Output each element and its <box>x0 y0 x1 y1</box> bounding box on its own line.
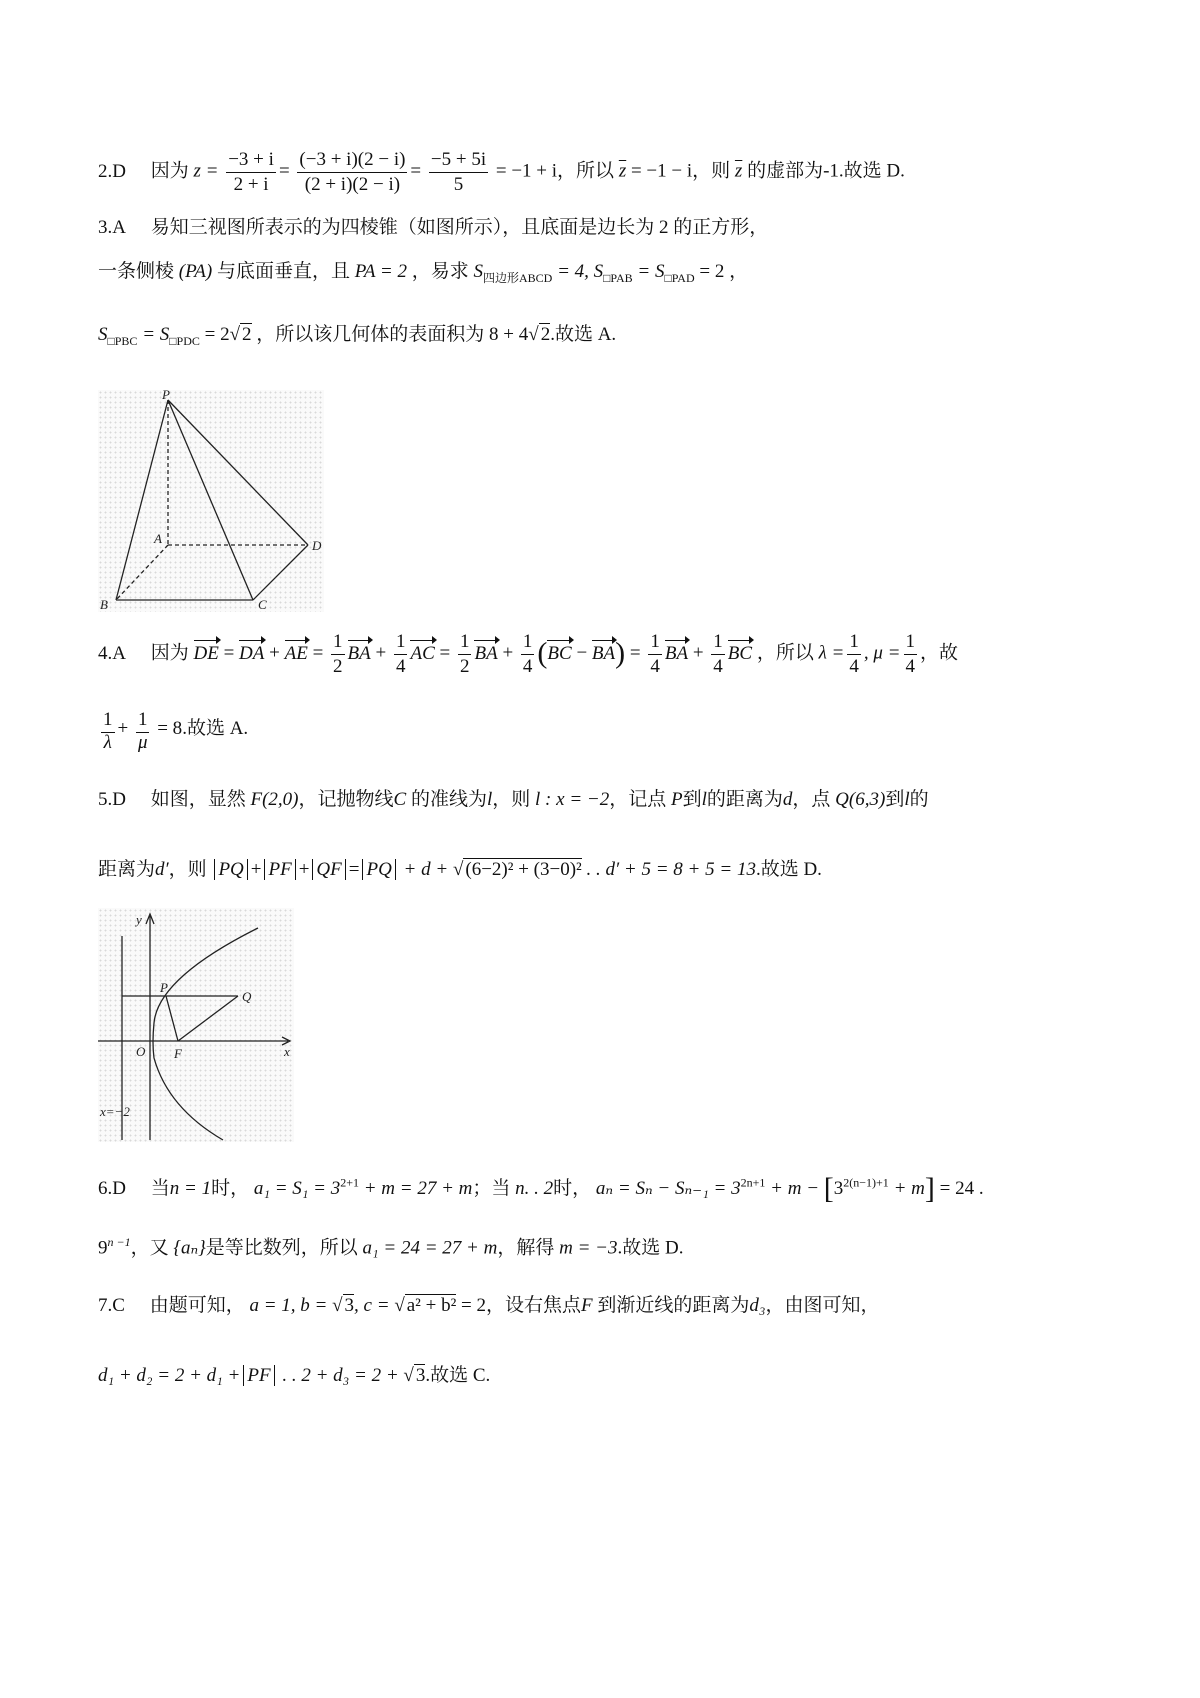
fraction: $\frac{1}{\lambda}$ <box>103 709 113 753</box>
math: F(2,0) <box>250 789 299 810</box>
math: d <box>782 789 793 810</box>
math: Q(6,3) <box>835 789 886 810</box>
text: ，故 <box>920 642 959 664</box>
subscript: □PAB <box>603 270 633 285</box>
vector: AE <box>284 642 308 664</box>
math: l : x = −2 <box>535 789 610 810</box>
text: 时， <box>553 1178 592 1199</box>
problem-number: 2.D <box>98 160 126 182</box>
problem-number: 6.D <box>98 1178 126 1199</box>
subscript: □PAD <box>664 270 695 285</box>
z-bar: $\overline{z}$ <box>618 160 627 182</box>
text: 的准线为 <box>410 789 487 810</box>
fraction: $\frac{1}{\mu}$ <box>137 709 148 753</box>
text: 当 <box>150 1178 170 1199</box>
math: . . 2 + d₃ = 2 + <box>282 1365 399 1386</box>
math: = 2 <box>204 324 230 345</box>
superscript: n −1 <box>107 1235 131 1249</box>
math: = 8 <box>157 718 183 740</box>
problem-4-line-2: $\frac{1}{\lambda}$ + $\frac{1}{\mu} = 8$.故选 A. <box>103 709 249 753</box>
fraction: $\frac{1}{4}$ <box>395 631 406 677</box>
text: 与底面垂直，且 <box>216 261 350 282</box>
math: = 2 ， <box>699 261 749 282</box>
math: l <box>486 789 493 810</box>
abs-value: PQ <box>362 859 395 880</box>
math: d′ <box>155 859 169 880</box>
superscript: 2+1 <box>340 1175 359 1190</box>
text: 因为 <box>150 642 189 664</box>
fraction: $\frac{-3 + i}{2 + i}$ <box>228 149 274 195</box>
sqrt: 2 <box>242 324 252 345</box>
math: C <box>393 789 407 810</box>
fraction: $\frac{1}{2}$ <box>333 631 343 677</box>
math: 3 <box>833 1178 844 1199</box>
vector: DA <box>239 642 265 664</box>
math: m = −3 <box>559 1237 618 1259</box>
text: ，所以 <box>557 160 615 182</box>
text: .故选 C. <box>425 1365 491 1386</box>
math: = −1 − i <box>630 160 693 182</box>
text: .故选 D. <box>755 859 822 880</box>
math: = 24 . <box>939 1178 984 1199</box>
math: λ = <box>818 642 845 664</box>
math: F <box>581 1295 593 1316</box>
fraction: $\frac{-5 + 5i}{5}$ <box>430 149 487 195</box>
text: 的距离为 <box>706 789 783 810</box>
math: a = 1, b = <box>249 1295 328 1316</box>
subscript: 四边形ABCD <box>482 270 553 285</box>
abs-value: QF <box>312 859 345 880</box>
fraction: $\frac{1}{4}$ <box>905 631 915 677</box>
sqrt: 2 <box>540 324 551 345</box>
problem-2-line: 2.D 因为 z = $\frac{-3 + i}{2 + i}$ = $\frac{(-3 + i)(2 - i)}{(2 + i)(2 - i)}$ = $\frac{-5 + 5i}{5}$ = −1 + i，所以 $\overline{z} = -1 - i$，则 $\overline{z}$ 的虚部为-1.故选 D. <box>98 149 905 195</box>
abs-value: PF <box>264 859 295 880</box>
fraction: $\frac{1}{2}$ <box>459 631 470 677</box>
text: .故选 A. <box>550 324 617 345</box>
math: a₁ = 24 = 27 + m <box>362 1237 498 1259</box>
axis-label-y: y <box>136 912 142 927</box>
problem-7-line-2: d₁ + d₂ = 2 + d₁ + PF . . 2 + d₃ = 2 + √ 3.故选 C. <box>98 1365 491 1386</box>
fraction: $\frac{1}{4}$ <box>849 631 859 677</box>
problem-number: 4.A <box>98 642 126 664</box>
directrix-label: x=−2 <box>100 1104 130 1119</box>
vertex-label-c: C <box>258 597 267 612</box>
vertex-label-b: B <box>100 597 108 612</box>
vector: AC <box>410 642 435 664</box>
text: 因为 <box>150 160 189 182</box>
math: 8 + 4 <box>489 324 529 345</box>
text: ，则 <box>692 160 731 182</box>
point-label-q: Q <box>242 989 252 1004</box>
text: ，点 <box>792 789 831 810</box>
vector: BA <box>474 642 498 664</box>
subscript: □PDC <box>169 333 200 348</box>
fraction: $\frac{1}{4}$ <box>650 631 660 677</box>
problem-3-line-3: $S_{□PBC} = S_{□PDC} = 2√$ 2 ，所以该几何体的表面积为 8 + 4√ 2.故选 A. <box>98 324 617 348</box>
text: 时， <box>211 1178 250 1199</box>
fraction: $\frac{1}{4}$ <box>713 631 723 677</box>
text: 的虚部为-1.故选 D. <box>747 160 905 182</box>
text: 如图，显然 <box>150 789 246 810</box>
text: 的 <box>909 789 929 810</box>
text: ，所以该几何体的表面积为 <box>256 324 485 345</box>
math: l <box>904 789 910 810</box>
math: , μ = <box>863 642 901 664</box>
point-label-p: P <box>160 980 168 995</box>
math: (PA) <box>178 261 213 282</box>
vector: BC <box>727 642 753 664</box>
subscript: □PBC <box>107 333 138 348</box>
pyramid-figure <box>98 390 324 612</box>
vector: DE <box>193 642 219 664</box>
text: ，所以 <box>756 642 814 664</box>
text: ，设右焦点 <box>486 1295 582 1316</box>
problem-5-line-2: 距离为d′，则 PQ + PF + QF = PQ + d + √ (6−2)² + (3−0)² . . d′ + 5 = 8 + 5 = 13.故选 D. <box>98 859 822 880</box>
parabola-svg <box>98 908 294 1142</box>
math: + d + <box>403 859 449 880</box>
math: aₙ = Sₙ − Sₙ₋₁ = 3 <box>595 1178 741 1199</box>
vector: BA <box>347 642 371 664</box>
math: S <box>473 261 483 282</box>
superscript: 2n+1 <box>740 1175 766 1190</box>
vector: BA <box>664 642 689 664</box>
problem-4-line-1: 4.A 因为 DE = DA + AE = $\frac{1}{2}$ BA + $\frac{1}{4}$ AC = $\frac{1}{2}$ BA + $\frac{1}{4}$ (BC − BA) = $\frac{1}{4}$ BA + $\frac{1}{4}$ BC ，所以 λ = $\frac{1}{4}$ , μ = $\frac{1}{4}$ ，故 <box>98 631 959 677</box>
text: ；当 <box>472 1178 511 1199</box>
math: S <box>98 324 108 345</box>
text: 一条侧棱 <box>98 261 175 282</box>
math: d₁ + d₂ = 2 + d₁ + <box>98 1365 241 1386</box>
text: 易知三视图所表示的为四棱锥（如图所示），且底面是边长为 2 的正方形， <box>150 217 769 238</box>
problem-6-line-2 <box>98 1236 683 1257</box>
text: 距离为 <box>98 859 156 880</box>
math: = S <box>637 261 665 282</box>
vertex-label-d: D <box>312 538 322 553</box>
math: + m − <box>770 1178 820 1199</box>
vector: BA <box>591 642 616 664</box>
text: .故选 A. <box>182 718 249 740</box>
text: ，易求 <box>411 261 469 282</box>
sqrt: (6−2)² + (3−0)² <box>465 859 582 880</box>
math: = 4, S <box>557 261 604 282</box>
sqrt: 3 <box>415 1365 426 1386</box>
problem-6-line-1: 6.D 当n = 1时， $a_1 = S_1 = 3^{2+1} + m = 27 + m$；当 n. . 2时， $a_n = S_n - S_{n-1} = 3^{2n+1} + m - [3^{2(n-1)+1} + m] = 24$ . <box>98 1172 984 1205</box>
vertex-label-p: P <box>162 390 170 402</box>
text: 由题可知， <box>149 1295 245 1316</box>
sqrt: a² + b² <box>406 1295 457 1316</box>
problem-5-line-1 <box>98 790 929 809</box>
origin-label: O <box>136 1044 146 1059</box>
problem-number: 3.A <box>98 217 126 238</box>
problem-number: 7.C <box>98 1295 125 1316</box>
text: ，记点 <box>609 789 667 810</box>
text: ，解得 <box>497 1237 555 1259</box>
z-bar: $\overline{z}$ <box>734 160 743 182</box>
fraction: $\frac{1}{4}$ <box>522 631 533 677</box>
math: + m = 27 + m <box>363 1178 473 1199</box>
math: z = <box>193 160 219 182</box>
math: P <box>670 789 683 810</box>
math: = S <box>142 324 170 345</box>
problem-7-line-1: 7.C 由题可知， a = 1, b = √ 3, c = √ a² + b² = 2，设右焦点F 到渐近线的距离为d₃，由图可知， <box>98 1295 880 1316</box>
problem-3-line-2 <box>98 262 748 284</box>
math: , c = <box>354 1295 390 1316</box>
math: n = 1 <box>169 1178 212 1199</box>
math: . . d′ + 5 = 8 + 5 = 13 <box>586 859 756 880</box>
text: ，由图可知， <box>765 1295 880 1316</box>
math: + m <box>893 1178 925 1199</box>
axis-label-x: x <box>284 1044 290 1059</box>
abs-value: PQ <box>214 859 247 880</box>
problem-3-line-1 <box>98 218 768 237</box>
pyramid-svg <box>98 390 324 612</box>
fraction: $\frac{(-3 + i)(2 - i)}{(2 + i)(2 - i)}$ <box>299 149 406 195</box>
abs-value: PF <box>243 1365 274 1386</box>
math: = 2 <box>461 1295 487 1316</box>
text: 到 <box>885 789 905 810</box>
vertex-label-a: A <box>154 531 162 546</box>
text: ，则 <box>492 789 531 810</box>
math: n. . 2 <box>515 1178 554 1199</box>
sqrt: 3 <box>344 1295 355 1316</box>
math: a₁ = S₁ = 3 <box>253 1178 341 1199</box>
superscript: 2(n−1)+1 <box>843 1175 889 1190</box>
point-label-f: F <box>174 1046 182 1061</box>
text: 到 <box>682 789 702 810</box>
math: {aₙ} <box>173 1237 206 1259</box>
math: = −1 + i <box>495 160 558 182</box>
text: 是等比数列，所以 <box>205 1237 358 1259</box>
text: ，记抛物线 <box>298 789 394 810</box>
text: ，则 <box>168 859 207 880</box>
text: ，又 <box>130 1237 169 1259</box>
text: 到渐近线的距离为 <box>597 1295 750 1316</box>
parabola-figure <box>98 908 294 1142</box>
vector: BC <box>547 642 572 664</box>
math: PA = 2 <box>354 261 407 282</box>
problem-number: 5.D <box>98 789 126 810</box>
text: .故选 D. <box>617 1237 684 1259</box>
math: 9 <box>98 1237 108 1259</box>
math: d₃ <box>749 1295 766 1316</box>
math: l <box>701 789 707 810</box>
